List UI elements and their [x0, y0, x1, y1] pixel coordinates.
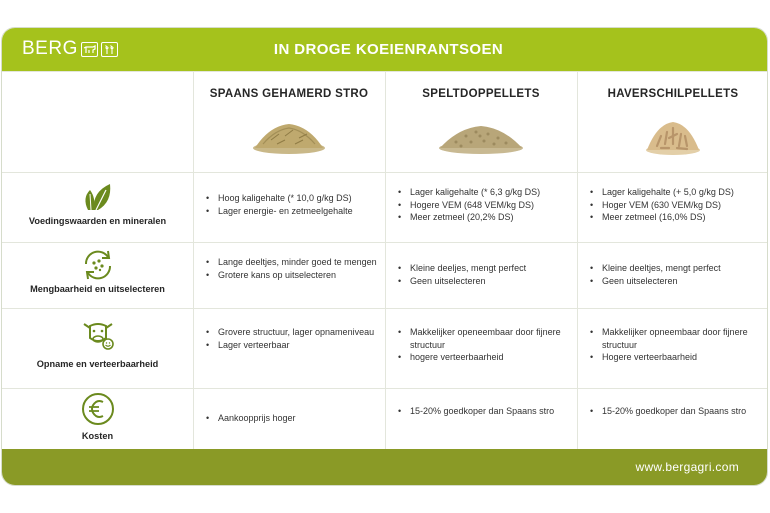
column-divider — [385, 71, 386, 451]
column-header-speltdoppellets: SPELTDOPPELLETS — [422, 88, 540, 100]
spelt-pellet-pile-image — [436, 116, 526, 156]
list-item: • Aankoopprijs hoger — [205, 412, 377, 425]
column-divider — [577, 71, 578, 451]
list-item: • 15-20% goedkoper dan Spaans stro — [397, 405, 569, 418]
cell-meng-stro — [205, 256, 377, 281]
list-item: • hogere verteerbaarheid — [397, 351, 573, 364]
list-item: • Grotere kans op uitselecteren — [205, 269, 377, 282]
column-header-haverschilpellets: HAVERSCHILPELLETS — [607, 88, 739, 100]
leaves-icon — [80, 180, 116, 214]
cell-opname-stro — [205, 326, 377, 351]
list-item: • Lager kaligehalte (* 6,3 g/kg DS) — [397, 186, 575, 199]
cell-voeding-haver — [589, 186, 765, 224]
row-label-opname: Opname en verteerbaarheid — [36, 359, 159, 369]
page-title: IN DROGE KOEIENRANTSOEN — [273, 41, 504, 58]
list-item: • Grovere structuur, lager opnameniveau — [205, 326, 377, 339]
list-item: • Kleine deeltjes, mengt perfect — [589, 262, 765, 275]
list-item: • Lager kaligehalte (+ 5,0 g/kg DS) — [589, 186, 765, 199]
header-bar — [2, 28, 767, 71]
list-item: • 15-20% goedkoper dan Spaans stro — [589, 405, 761, 418]
list-item: • Makkelijker openeembaar door fijnere structuur — [397, 326, 573, 351]
cell-voeding-spelt — [397, 186, 575, 224]
straw-pile-image — [249, 116, 329, 156]
list-item: • Meer zetmeel (20,2% DS) — [397, 211, 575, 224]
cell-voeding-stro — [205, 192, 383, 217]
list-item: • Lager energie- en zetmeelgehalte — [205, 205, 383, 218]
list-item: • Kleine deeljes, mengt perfect — [397, 262, 575, 275]
list-item: • Geen uitselecteren — [397, 275, 575, 288]
row-label-voedingswaarden: Voedingswaarden en mineralen — [28, 216, 167, 226]
list-item: • Hoger VEM (630 VEM/kg DS) — [589, 199, 765, 212]
list-item: • Makkelijker opneembaar door fijnere structuur — [589, 326, 765, 351]
cow-smiley-icon — [80, 318, 116, 352]
cell-meng-spelt — [397, 262, 575, 287]
cell-opname-spelt — [397, 326, 573, 364]
column-divider — [193, 71, 194, 451]
oat-pellet-pile-image — [643, 114, 703, 158]
list-item: • Hogere verteerbaarheid — [589, 351, 765, 364]
cell-opname-haver — [589, 326, 765, 364]
website-link[interactable]: www.bergagri.com — [635, 460, 739, 474]
euro-icon — [80, 392, 116, 426]
cell-kosten-spelt — [397, 405, 569, 418]
list-item: • Hogere VEM (648 VEM/kg DS) — [397, 199, 575, 212]
cell-meng-haver — [589, 262, 765, 287]
cell-kosten-stro — [205, 412, 377, 425]
list-item: • Geen uitselecteren — [589, 275, 765, 288]
footer-bar — [2, 449, 767, 485]
row-label-kosten: Kosten — [81, 431, 114, 441]
mixing-cycle-icon — [80, 248, 116, 282]
list-item: • Meer zetmeel (16,0% DS) — [589, 211, 765, 224]
comparison-card — [1, 27, 768, 486]
logo-text: BERG — [22, 38, 78, 59]
column-header-stro: SPAANS GEHAMERD STRO — [209, 88, 369, 100]
list-item: • Lange deeltjes, minder goed te mengen — [205, 256, 377, 269]
cell-kosten-haver — [589, 405, 761, 418]
list-item: • Hoog kaligehalte (* 10,0 g/kg DS) — [205, 192, 383, 205]
row-label-mengbaarheid: Mengbaarheid en uitselecteren — [30, 284, 165, 294]
list-item: • Lager verteerbaar — [205, 339, 377, 352]
